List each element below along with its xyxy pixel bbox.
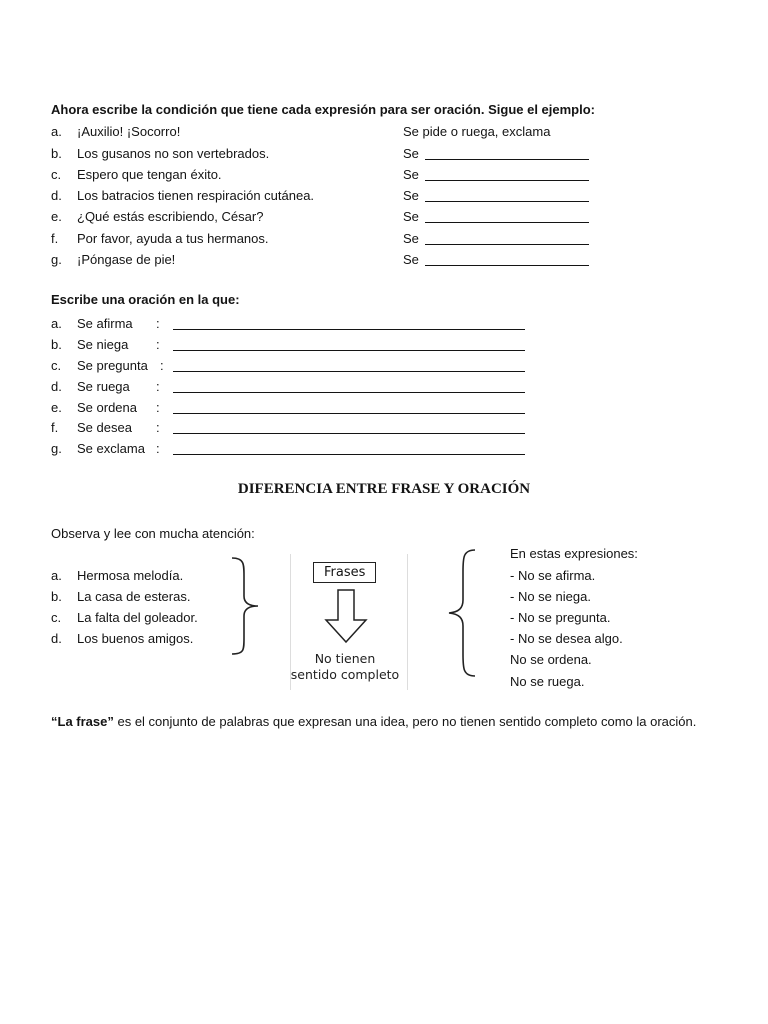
item-answer-prefix: Se — [403, 146, 419, 161]
item-answer-prefix: Se — [403, 209, 419, 224]
item-colon: : — [156, 400, 160, 415]
item-letter: e. — [51, 400, 62, 415]
section2-instruction: Escribe una oración en la que: — [51, 292, 240, 307]
item-letter: d. — [51, 188, 62, 203]
answer-blank-line[interactable] — [173, 401, 525, 414]
item-letter: a. — [51, 568, 62, 583]
list-item: No se ordena. — [510, 652, 592, 667]
item-colon: : — [156, 316, 160, 331]
item-text: Se desea — [77, 420, 132, 435]
item-answer-prefix: Se — [403, 231, 419, 246]
item-text: Se afirma — [77, 316, 133, 331]
arrow-caption-1: No tienen — [314, 651, 376, 666]
item-text: La falta del goleador. — [77, 610, 198, 625]
right-brace-icon — [228, 556, 262, 656]
list-item: - No se afirma. — [510, 568, 596, 583]
answer-blank-line[interactable] — [173, 421, 525, 434]
item-text: Por favor, ayuda a tus hermanos. — [77, 231, 269, 246]
item-answer-prefix: Se — [403, 252, 419, 267]
item-colon: : — [156, 420, 160, 435]
answer-blank-line[interactable] — [425, 232, 589, 245]
definition-paragraph — [51, 711, 703, 732]
item-letter: b. — [51, 146, 62, 161]
item-letter: a. — [51, 124, 62, 139]
definition-text: es el conjunto de palabras que expresan una idea, pero no tienen sentido completo como la oración. — [113, 714, 697, 729]
item-answer-prefix: Se — [403, 188, 419, 203]
item-letter: g. — [51, 252, 62, 267]
item-letter: c. — [51, 610, 62, 625]
down-arrow-icon — [322, 588, 370, 644]
list-item: - No se niega. — [510, 589, 591, 604]
item-text: Se niega — [77, 337, 129, 352]
item-letter: c. — [51, 358, 62, 373]
item-letter: g. — [51, 441, 62, 456]
answer-blank-line[interactable] — [425, 253, 589, 266]
item-letter: f. — [51, 420, 59, 435]
section3-title: DIFERENCIA ENTRE FRASE Y ORACIÓN — [237, 481, 531, 497]
item-colon: : — [156, 441, 160, 456]
section1-instruction: Ahora escribe la condición que tiene cada expresión para ser oración. Sigue el ejemplo: — [51, 102, 596, 117]
item-text: Los buenos amigos. — [77, 631, 194, 646]
item-answer-prefix: Se — [403, 167, 419, 182]
item-text: Se exclama — [77, 441, 145, 456]
left-brace-icon — [445, 548, 479, 678]
answer-blank-line[interactable] — [425, 147, 589, 160]
item-text: Los gusanos no son vertebrados. — [77, 146, 270, 161]
item-text: ¡Póngase de pie! — [77, 252, 176, 267]
expressions-header: En estas expresiones: — [510, 546, 638, 561]
item-text: Se ordena — [77, 400, 137, 415]
answer-blank-line[interactable] — [173, 359, 525, 372]
answer-blank-line[interactable] — [173, 380, 525, 393]
answer-blank-line[interactable] — [425, 168, 589, 181]
list-item: No se ruega. — [510, 674, 585, 689]
item-text: La casa de esteras. — [77, 589, 191, 604]
list-item: - No se desea algo. — [510, 631, 623, 646]
item-colon: : — [156, 379, 160, 394]
item-letter: b. — [51, 589, 62, 604]
list-item: - No se pregunta. — [510, 610, 611, 625]
item-letter: b. — [51, 337, 62, 352]
item-text: Hermosa melodía. — [77, 568, 184, 583]
answer-blank-line[interactable] — [425, 189, 589, 202]
item-text: Los batracios tienen respiración cutánea. — [77, 188, 315, 203]
item-text: ¡Auxilio! ¡Socorro! — [77, 124, 181, 139]
item-colon: : — [160, 358, 164, 373]
item-letter: d. — [51, 631, 62, 646]
observe-instruction: Observa y lee con mucha atención: — [51, 526, 255, 541]
item-letter: c. — [51, 167, 62, 182]
item-text: Se ruega — [77, 379, 130, 394]
item-text: Espero que tengan éxito. — [77, 167, 222, 182]
frases-box: Frases — [313, 562, 376, 583]
item-answer: Se pide o ruega, exclama — [403, 124, 551, 139]
item-letter: d. — [51, 379, 62, 394]
answer-blank-line[interactable] — [173, 317, 525, 330]
answer-blank-line[interactable] — [173, 338, 525, 351]
definition-term: “La frase” — [51, 714, 114, 729]
answer-blank-line[interactable] — [173, 442, 525, 455]
item-letter: f. — [51, 231, 59, 246]
item-text: Se pregunta — [77, 358, 148, 373]
item-letter: e. — [51, 209, 62, 224]
arrow-caption-2: sentido completo — [290, 667, 400, 682]
item-letter: a. — [51, 316, 62, 331]
answer-blank-line[interactable] — [425, 210, 589, 223]
item-text: ¿Qué estás escribiendo, César? — [77, 209, 264, 224]
item-colon: : — [156, 337, 160, 352]
